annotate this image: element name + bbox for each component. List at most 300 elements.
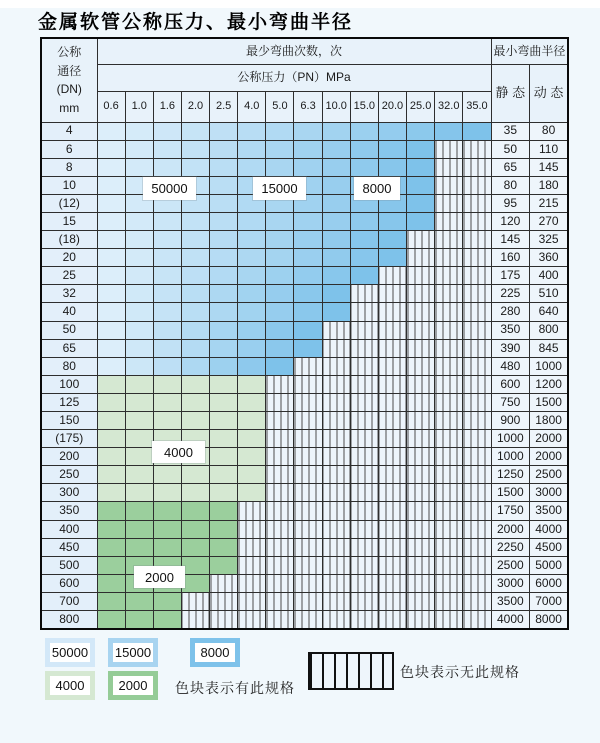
table-row: [41, 484, 568, 502]
pn-cell-available: [210, 303, 238, 321]
pressure-value-cell: 0.6: [97, 91, 125, 122]
table-row: [41, 267, 568, 285]
pn-cell-not-available: [435, 339, 463, 357]
pn-cell-not-available: [350, 285, 378, 303]
pn-cell-not-available: [463, 484, 491, 502]
no-spec-hatch-swatch: [308, 652, 394, 690]
dn-cell: 450: [41, 538, 97, 556]
pn-cell-not-available: [407, 484, 435, 502]
pn-cell-not-available: [322, 538, 350, 556]
pn-cell-not-available: [322, 574, 350, 592]
pn-cell-not-available: [294, 520, 322, 538]
min-bend-table-wrap: [40, 37, 567, 628]
dynamic-radius-cell: 640: [530, 303, 569, 321]
pn-cell-not-available: [266, 484, 294, 502]
pn-cell-available: [153, 393, 181, 411]
pressure-value-cell: 35.0: [463, 91, 491, 122]
pn-cell-available: [153, 538, 181, 556]
pn-cell-not-available: [463, 538, 491, 556]
dn-cell: 500: [41, 556, 97, 574]
pn-cell-available: [210, 393, 238, 411]
legend-chip-4000: [45, 671, 95, 700]
dn-cell: 8: [41, 158, 97, 176]
table-row: [41, 592, 568, 610]
pn-cell-available: [153, 502, 181, 520]
pn-cell-available: [266, 267, 294, 285]
pn-cell-not-available: [378, 267, 406, 285]
dn-cell: (12): [41, 194, 97, 212]
pn-cell-available: [181, 393, 209, 411]
dynamic-radius-cell: 4000: [530, 520, 569, 538]
pn-cell-not-available: [407, 375, 435, 393]
pressure-value-cell: 25.0: [407, 91, 435, 122]
pn-cell-not-available: [435, 592, 463, 610]
pn-cell-not-available: [350, 375, 378, 393]
pn-cell-not-available: [463, 448, 491, 466]
pn-cell-not-available: [322, 357, 350, 375]
pn-cell-available: [97, 484, 125, 502]
table-row: [41, 140, 568, 158]
pn-cell-available: [181, 538, 209, 556]
pn-cell-not-available: [294, 375, 322, 393]
static-radius-cell: 390: [491, 339, 530, 357]
pn-cell-available: [238, 158, 266, 176]
table-row: [41, 448, 568, 466]
pn-cell-not-available: [463, 285, 491, 303]
static-radius-cell: 1750: [491, 502, 530, 520]
pn-cell-not-available: [378, 393, 406, 411]
overlay-label-4000: 4000: [152, 441, 205, 463]
pn-cell-available: [294, 212, 322, 230]
pn-cell-not-available: [435, 574, 463, 592]
pn-cell-available: [350, 158, 378, 176]
pressure-value-cell: 15.0: [350, 91, 378, 122]
pn-cell-not-available: [238, 574, 266, 592]
pn-cell-not-available: [210, 574, 238, 592]
dn-cell: 40: [41, 303, 97, 321]
dynamic-radius-cell: 4500: [530, 538, 569, 556]
pn-cell-available: [125, 430, 153, 448]
pn-cell-available: [153, 285, 181, 303]
dynamic-radius-cell: 325: [530, 231, 569, 249]
pn-cell-available: [97, 466, 125, 484]
pn-cell-not-available: [294, 502, 322, 520]
static-radius-cell: 2500: [491, 556, 530, 574]
pn-cell-available: [97, 574, 125, 592]
dynamic-radius-cell: 1200: [530, 375, 569, 393]
pn-cell-not-available: [294, 357, 322, 375]
pn-cell-available: [294, 267, 322, 285]
pn-cell-not-available: [322, 556, 350, 574]
pn-cell-available: [266, 140, 294, 158]
pn-cell-available: [181, 412, 209, 430]
dn-header-line: 公称: [57, 45, 82, 60]
pn-cell-not-available: [463, 466, 491, 484]
pn-cell-available: [153, 466, 181, 484]
legend-chip-15000: [108, 638, 158, 667]
pn-cell-available: [125, 484, 153, 502]
pn-cell-not-available: [407, 321, 435, 339]
pn-cell-available: [97, 249, 125, 267]
pn-cell-available: [97, 339, 125, 357]
pn-cell-available: [238, 321, 266, 339]
pn-cell-not-available: [407, 538, 435, 556]
pn-cell-available: [350, 140, 378, 158]
pn-cell-not-available: [322, 430, 350, 448]
pn-cell-available: [97, 611, 125, 629]
pn-cell-not-available: [294, 592, 322, 610]
legend-chip-label: 4000: [50, 676, 90, 695]
legend-chip-label: 8000: [195, 643, 235, 662]
pn-cell-not-available: [407, 574, 435, 592]
pn-cell-available: [238, 140, 266, 158]
pn-cell-available: [97, 538, 125, 556]
pn-cell-available: [266, 303, 294, 321]
pn-cell-not-available: [435, 357, 463, 375]
pn-cell-not-available: [322, 339, 350, 357]
pn-cell-available: [294, 321, 322, 339]
pn-cell-available: [125, 122, 153, 140]
pn-cell-available: [238, 285, 266, 303]
pn-cell-not-available: [238, 556, 266, 574]
pn-cell-available: [181, 357, 209, 375]
pn-cell-available: [125, 466, 153, 484]
page-title: 金属软管公称压力、最小弯曲半径: [38, 11, 354, 33]
pn-cell-available: [238, 231, 266, 249]
pn-cell-available: [378, 140, 406, 158]
pn-cell-available: [238, 122, 266, 140]
pn-cell-not-available: [463, 231, 491, 249]
pressure-header: 公称压力（PN）MPa: [97, 64, 491, 91]
pn-cell-not-available: [350, 502, 378, 520]
pn-cell-not-available: [181, 611, 209, 629]
pn-cell-not-available: [407, 285, 435, 303]
pn-cell-available: [407, 158, 435, 176]
dn-cell: (175): [41, 430, 97, 448]
pn-cell-available: [266, 285, 294, 303]
pn-cell-not-available: [435, 502, 463, 520]
pn-cell-not-available: [435, 176, 463, 194]
pn-cell-available: [378, 212, 406, 230]
pn-cell-available: [322, 176, 350, 194]
pn-cell-not-available: [407, 267, 435, 285]
pn-cell-available: [294, 158, 322, 176]
dynamic-header: 动 态: [530, 64, 569, 122]
legend-chip-8000: [190, 638, 240, 667]
pn-cell-not-available: [322, 321, 350, 339]
dn-cell: 65: [41, 339, 97, 357]
pn-cell-available: [97, 194, 125, 212]
pn-cell-available: [350, 231, 378, 249]
pn-cell-not-available: [322, 466, 350, 484]
pn-cell-available: [181, 231, 209, 249]
pn-cell-available: [97, 375, 125, 393]
pn-cell-available: [210, 430, 238, 448]
pn-cell-available: [97, 158, 125, 176]
pn-cell-not-available: [407, 357, 435, 375]
pn-cell-not-available: [435, 285, 463, 303]
pn-cell-not-available: [463, 574, 491, 592]
dn-cell: 350: [41, 502, 97, 520]
dn-cell: 10: [41, 176, 97, 194]
pn-cell-not-available: [322, 412, 350, 430]
pn-cell-available: [153, 321, 181, 339]
pn-cell-available: [97, 357, 125, 375]
pn-cell-available: [97, 176, 125, 194]
dynamic-radius-cell: 7000: [530, 592, 569, 610]
dn-cell: 20: [41, 249, 97, 267]
pn-cell-not-available: [350, 412, 378, 430]
pn-cell-not-available: [294, 412, 322, 430]
table-row: [41, 556, 568, 574]
pn-cell-available: [322, 249, 350, 267]
pn-cell-available: [322, 158, 350, 176]
pn-cell-not-available: [266, 574, 294, 592]
legend-chip-label: 2000: [113, 676, 153, 695]
pn-cell-not-available: [322, 448, 350, 466]
pn-cell-available: [210, 502, 238, 520]
pn-cell-available: [97, 122, 125, 140]
pn-cell-available: [294, 140, 322, 158]
pn-cell-not-available: [435, 231, 463, 249]
has-spec-label: 色块表示有此规格: [175, 680, 295, 696]
dn-cell: (18): [41, 231, 97, 249]
pressure-value-cell: 32.0: [435, 91, 463, 122]
static-radius-cell: 1000: [491, 448, 530, 466]
table-row: [41, 321, 568, 339]
table-row: [41, 249, 568, 267]
pn-cell-not-available: [435, 466, 463, 484]
pn-cell-available: [210, 122, 238, 140]
bend-cycles-header: 最少弯曲次数，次: [97, 38, 491, 64]
pn-cell-available: [181, 249, 209, 267]
pn-cell-not-available: [350, 484, 378, 502]
pn-cell-available: [181, 321, 209, 339]
pn-cell-available: [153, 212, 181, 230]
pn-cell-available: [322, 212, 350, 230]
pn-cell-not-available: [378, 538, 406, 556]
pn-cell-available: [210, 140, 238, 158]
pn-cell-available: [266, 357, 294, 375]
pn-cell-not-available: [463, 520, 491, 538]
pn-cell-available: [378, 249, 406, 267]
pn-cell-not-available: [435, 430, 463, 448]
pn-cell-not-available: [407, 520, 435, 538]
pn-cell-not-available: [322, 502, 350, 520]
pn-cell-not-available: [407, 303, 435, 321]
pn-cell-available: [181, 212, 209, 230]
pn-cell-not-available: [238, 538, 266, 556]
pn-cell-available: [97, 231, 125, 249]
pn-cell-available: [210, 249, 238, 267]
pn-cell-not-available: [407, 592, 435, 610]
pn-cell-available: [153, 357, 181, 375]
pn-cell-not-available: [378, 412, 406, 430]
pn-cell-not-available: [294, 538, 322, 556]
pn-cell-available: [210, 212, 238, 230]
static-radius-cell: 350: [491, 321, 530, 339]
static-radius-cell: 1250: [491, 466, 530, 484]
pn-cell-not-available: [238, 592, 266, 610]
static-radius-cell: 1500: [491, 484, 530, 502]
static-radius-cell: 175: [491, 267, 530, 285]
pn-cell-available: [181, 520, 209, 538]
pn-cell-not-available: [435, 556, 463, 574]
dn-header-cell: [41, 38, 97, 122]
pn-cell-available: [266, 122, 294, 140]
pn-cell-available: [153, 520, 181, 538]
pn-cell-not-available: [435, 393, 463, 411]
table-row: [41, 375, 568, 393]
dynamic-radius-cell: 3000: [530, 484, 569, 502]
pn-cell-not-available: [463, 176, 491, 194]
pn-cell-available: [153, 592, 181, 610]
dynamic-radius-cell: 6000: [530, 574, 569, 592]
pn-cell-available: [97, 393, 125, 411]
pn-cell-available: [378, 122, 406, 140]
pn-cell-not-available: [322, 611, 350, 629]
pn-cell-available: [350, 267, 378, 285]
pn-cell-not-available: [435, 520, 463, 538]
pn-cell-not-available: [463, 611, 491, 629]
pn-cell-available: [97, 285, 125, 303]
dynamic-radius-cell: 510: [530, 285, 569, 303]
pn-cell-available: [125, 339, 153, 357]
pn-cell-not-available: [378, 574, 406, 592]
pn-cell-available: [210, 538, 238, 556]
dn-cell: 100: [41, 375, 97, 393]
pressure-value-cell: 1.0: [125, 91, 153, 122]
table-row: [41, 574, 568, 592]
static-radius-cell: 35: [491, 122, 530, 140]
pn-cell-available: [238, 249, 266, 267]
pn-cell-not-available: [435, 538, 463, 556]
pn-cell-available: [378, 158, 406, 176]
static-radius-cell: 900: [491, 412, 530, 430]
pn-cell-not-available: [407, 611, 435, 629]
pn-cell-available: [378, 231, 406, 249]
pn-cell-available: [238, 267, 266, 285]
pn-cell-available: [266, 321, 294, 339]
pn-cell-available: [266, 231, 294, 249]
pn-cell-available: [322, 267, 350, 285]
pn-cell-not-available: [266, 430, 294, 448]
pn-cell-available: [181, 466, 209, 484]
dn-header-line: (DN): [56, 82, 82, 97]
pn-cell-not-available: [407, 556, 435, 574]
pn-cell-not-available: [378, 611, 406, 629]
pn-cell-available: [125, 393, 153, 411]
pn-cell-available: [97, 267, 125, 285]
pn-cell-not-available: [435, 194, 463, 212]
dn-cell: 600: [41, 574, 97, 592]
dn-cell: 15: [41, 212, 97, 230]
pn-cell-available: [210, 520, 238, 538]
pn-cell-available: [210, 412, 238, 430]
static-radius-cell: 65: [491, 158, 530, 176]
pn-cell-not-available: [463, 158, 491, 176]
pn-cell-available: [97, 556, 125, 574]
static-radius-cell: 600: [491, 375, 530, 393]
pn-cell-available: [350, 249, 378, 267]
pn-cell-available: [266, 339, 294, 357]
dn-cell: 25: [41, 267, 97, 285]
pn-cell-available: [266, 212, 294, 230]
pn-cell-available: [210, 285, 238, 303]
static-radius-cell: 2000: [491, 520, 530, 538]
pn-cell-available: [97, 502, 125, 520]
pn-cell-available: [238, 339, 266, 357]
pn-cell-available: [210, 484, 238, 502]
pressure-value-cell: 2.0: [181, 91, 209, 122]
dynamic-radius-cell: 2000: [530, 430, 569, 448]
pn-cell-available: [153, 303, 181, 321]
pn-cell-available: [125, 520, 153, 538]
pn-cell-available: [125, 303, 153, 321]
pn-cell-not-available: [322, 375, 350, 393]
pressure-value-cell: 5.0: [266, 91, 294, 122]
pn-cell-available: [181, 285, 209, 303]
pn-cell-available: [125, 285, 153, 303]
pn-cell-available: [125, 249, 153, 267]
pn-cell-not-available: [407, 249, 435, 267]
pn-cell-available: [153, 267, 181, 285]
pn-cell-not-available: [350, 357, 378, 375]
header-row-2: [41, 64, 568, 91]
pn-cell-available: [238, 412, 266, 430]
pn-cell-not-available: [463, 357, 491, 375]
pn-cell-available: [153, 158, 181, 176]
dynamic-radius-cell: 2500: [530, 466, 569, 484]
pn-cell-available: [238, 466, 266, 484]
pn-cell-available: [322, 140, 350, 158]
pn-cell-available: [238, 357, 266, 375]
static-radius-cell: 3000: [491, 574, 530, 592]
pn-cell-available: [153, 231, 181, 249]
pn-cell-available: [181, 267, 209, 285]
pn-cell-available: [210, 448, 238, 466]
dn-cell: 6: [41, 140, 97, 158]
pn-cell-not-available: [322, 592, 350, 610]
pn-cell-available: [153, 484, 181, 502]
pn-cell-not-available: [378, 466, 406, 484]
dynamic-radius-cell: 270: [530, 212, 569, 230]
pn-cell-available: [181, 574, 209, 592]
pn-cell-available: [210, 267, 238, 285]
pn-cell-not-available: [378, 484, 406, 502]
pn-cell-available: [181, 556, 209, 574]
pn-cell-available: [294, 231, 322, 249]
dynamic-radius-cell: 2000: [530, 448, 569, 466]
pn-cell-not-available: [266, 412, 294, 430]
pn-cell-not-available: [322, 393, 350, 411]
overlay-label-15000: 15000: [253, 177, 306, 200]
table-row: [41, 430, 568, 448]
pn-cell-not-available: [463, 303, 491, 321]
pressure-value-cell: 10.0: [322, 91, 350, 122]
pn-cell-available: [125, 357, 153, 375]
table-row: [41, 303, 568, 321]
pn-cell-not-available: [463, 339, 491, 357]
pn-cell-not-available: [266, 538, 294, 556]
pn-cell-not-available: [435, 375, 463, 393]
pn-cell-not-available: [350, 611, 378, 629]
pn-cell-available: [125, 448, 153, 466]
pn-cell-not-available: [350, 574, 378, 592]
dynamic-radius-cell: 3500: [530, 502, 569, 520]
dn-header-line: 通径: [57, 63, 82, 78]
pn-cell-available: [238, 375, 266, 393]
